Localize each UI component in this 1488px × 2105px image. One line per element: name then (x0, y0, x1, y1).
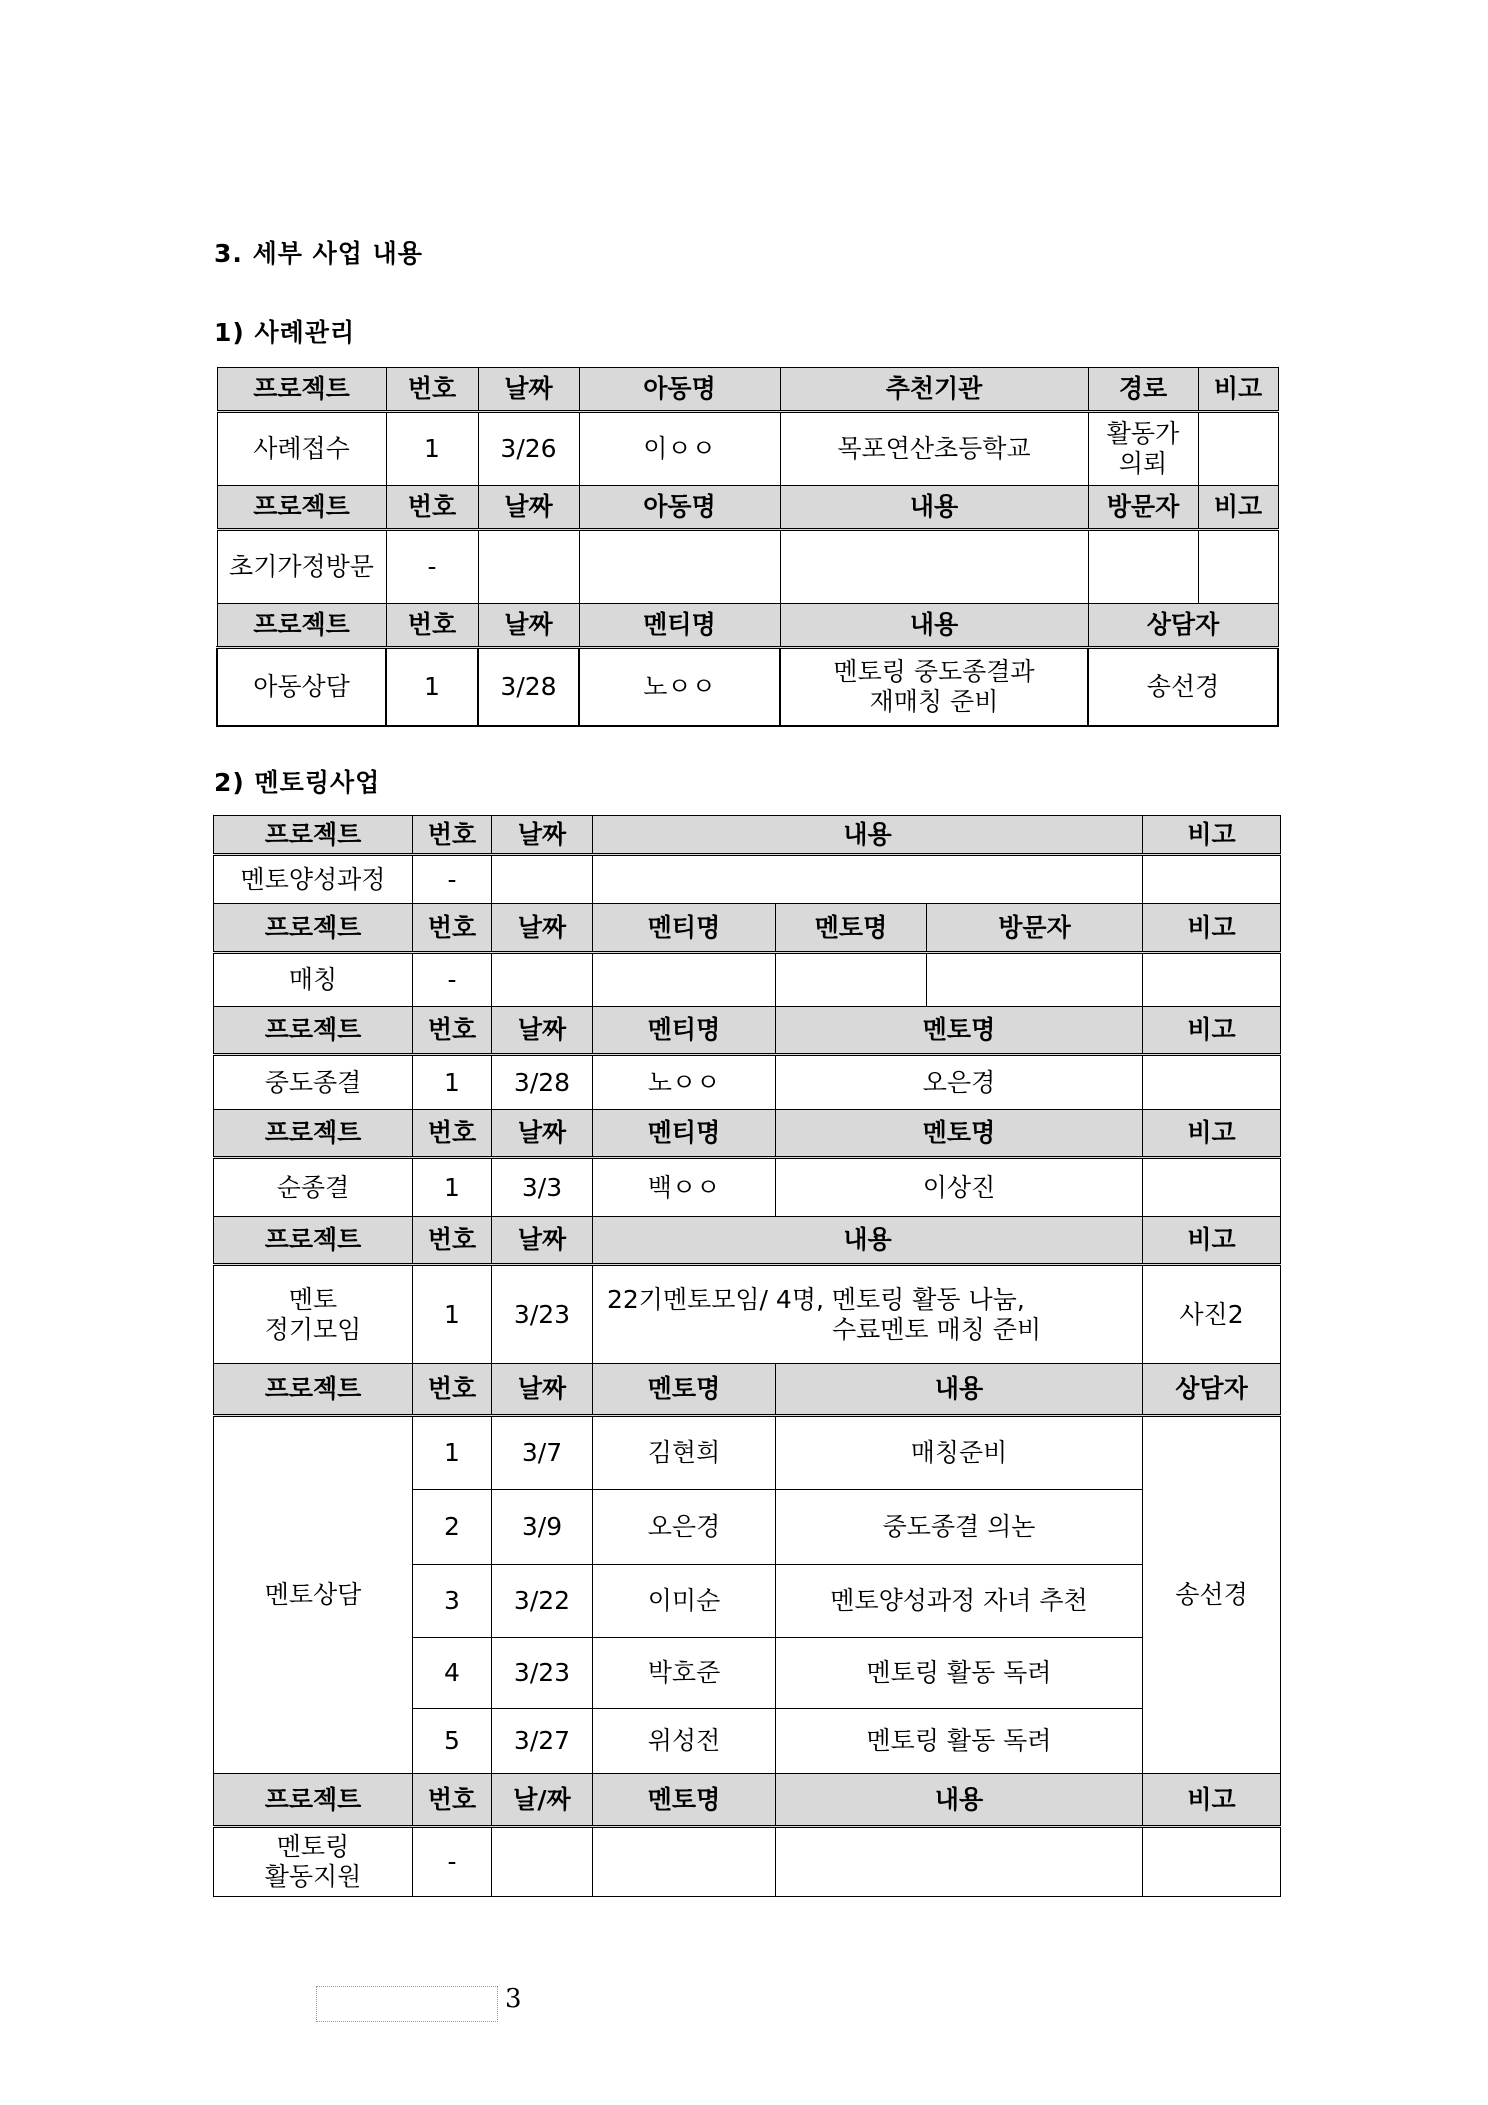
date-cell (478, 530, 579, 604)
date-cell: 3/22 (492, 1565, 593, 1638)
header-cell: 프로젝트 (217, 604, 386, 648)
project-cell: 멘토링 활동지원 (214, 1827, 413, 1897)
header-cell: 프로젝트 (214, 904, 413, 953)
header-cell: 번호 (413, 1364, 492, 1416)
header-cell: 프로젝트 (214, 1774, 413, 1827)
header-cell: 방문자 (927, 904, 1143, 953)
note-cell (1143, 855, 1281, 904)
table-header-row (214, 1007, 1281, 1055)
header-cell: 날짜 (492, 1217, 593, 1265)
project-cell: 초기가정방문 (217, 530, 386, 604)
mentor-name-cell: 위성전 (593, 1709, 776, 1774)
table-header-row (217, 604, 1278, 648)
header-cell: 번호 (386, 604, 478, 648)
header-cell: 번호 (413, 904, 492, 953)
mentoring-table (213, 815, 1281, 1897)
header-cell: 프로젝트 (214, 816, 413, 855)
header-cell: 멘티명 (593, 1110, 776, 1158)
mentor-name-cell: 오은경 (593, 1490, 776, 1565)
subsection-title-mentoring: 2) 멘토링사업 (214, 768, 381, 797)
header-cell: 날짜 (478, 486, 579, 530)
date-cell: 3/23 (492, 1638, 593, 1709)
header-cell: 내용 (780, 486, 1088, 530)
child-name-cell: 이ㅇㅇ (579, 412, 780, 486)
header-cell: 프로젝트 (217, 368, 386, 412)
mentee-name-cell: 노ㅇㅇ (579, 648, 780, 726)
header-cell: 멘토명 (776, 1110, 1143, 1158)
date-cell: 3/26 (478, 412, 579, 486)
note-cell (1143, 953, 1281, 1007)
header-cell: 날짜 (492, 1007, 593, 1055)
number-cell: 1 (413, 1158, 492, 1217)
header-cell: 프로젝트 (214, 1217, 413, 1265)
mentor-name-cell: 박호준 (593, 1638, 776, 1709)
note-cell (1198, 530, 1278, 604)
header-cell: 경로 (1088, 368, 1198, 412)
table-row (214, 1265, 1281, 1364)
visitor-cell (927, 953, 1143, 1007)
project-cell: 멘토양성과정 (214, 855, 413, 904)
header-cell: 번호 (386, 368, 478, 412)
header-cell: 번호 (413, 1110, 492, 1158)
date-cell (492, 953, 593, 1007)
referral-org-cell: 목포연산초등학교 (780, 412, 1088, 486)
content-cell: 매칭준비 (776, 1416, 1143, 1490)
table-row (214, 1827, 1281, 1897)
project-cell: 아동상담 (217, 648, 386, 726)
project-cell: 중도종결 (214, 1055, 413, 1110)
header-cell: 비고 (1143, 1110, 1281, 1158)
content-cell (593, 855, 1143, 904)
section-title: 3. 세부 사업 내용 (214, 239, 423, 268)
child-name-cell (579, 530, 780, 604)
header-cell: 날짜 (492, 1110, 593, 1158)
table-header-row (214, 1217, 1281, 1265)
header-cell: 번호 (386, 486, 478, 530)
table-header-row (214, 1364, 1281, 1416)
note-cell (1198, 412, 1278, 486)
project-cell: 멘토 정기모임 (214, 1265, 413, 1364)
header-cell: 날짜 (478, 604, 579, 648)
counselor-cell: 송선경 (1143, 1416, 1281, 1774)
header-cell: 추천기관 (780, 368, 1088, 412)
content-cell: 중도종결 의논 (776, 1490, 1143, 1565)
header-cell: 비고 (1198, 368, 1278, 412)
date-cell: 3/7 (492, 1416, 593, 1490)
header-cell: 날/짜 (492, 1774, 593, 1827)
header-cell: 프로젝트 (217, 486, 386, 530)
content-line: 22기멘토모임/ 4명, 멘토링 활동 나눔, (607, 1284, 1025, 1314)
number-cell: - (413, 1827, 492, 1897)
header-cell: 멘티명 (593, 904, 776, 953)
table-header-row (214, 816, 1281, 855)
header-cell: 멘토명 (593, 1774, 776, 1827)
header-cell: 상담자 (1143, 1364, 1281, 1416)
mentor-name-cell: 이상진 (776, 1158, 1143, 1217)
header-cell: 내용 (593, 1217, 1143, 1265)
route-cell: 활동가 의뢰 (1088, 412, 1198, 486)
header-cell: 날짜 (492, 904, 593, 953)
header-cell: 멘토명 (593, 1364, 776, 1416)
table-header-row (217, 486, 1278, 530)
header-cell: 방문자 (1088, 486, 1198, 530)
content-cell: 멘토링 활동 독려 (776, 1638, 1143, 1709)
header-cell: 번호 (413, 816, 492, 855)
mentor-name-cell: 오은경 (776, 1055, 1143, 1110)
header-cell: 프로젝트 (214, 1007, 413, 1055)
header-cell: 비고 (1143, 1217, 1281, 1265)
mentee-name-cell: 백ㅇㅇ (593, 1158, 776, 1217)
date-cell: 3/27 (492, 1709, 593, 1774)
mentee-name-cell: 노ㅇㅇ (593, 1055, 776, 1110)
header-cell: 날짜 (492, 1364, 593, 1416)
date-cell: 3/28 (492, 1055, 593, 1110)
number-cell: - (413, 855, 492, 904)
header-cell: 날짜 (492, 816, 593, 855)
table-header-row (214, 904, 1281, 953)
date-cell: 3/9 (492, 1490, 593, 1565)
content-cell: 멘토양성과정 자녀 추천 (776, 1565, 1143, 1638)
content-cell: 멘토링 활동 독려 (776, 1709, 1143, 1774)
table-row (214, 855, 1281, 904)
table-row (217, 648, 1278, 726)
header-cell: 내용 (776, 1774, 1143, 1827)
table-header-row (214, 1110, 1281, 1158)
header-cell: 멘토명 (776, 904, 927, 953)
date-cell (492, 855, 593, 904)
number-cell: 2 (413, 1490, 492, 1565)
footer-box (316, 1986, 498, 2022)
subsection-title-case-management: 1) 사례관리 (214, 318, 356, 347)
header-cell: 비고 (1143, 1774, 1281, 1827)
note-cell (1143, 1158, 1281, 1217)
mentor-name-cell: 이미순 (593, 1565, 776, 1638)
number-cell: 1 (386, 412, 478, 486)
table-row (214, 1416, 1281, 1490)
table-row (217, 412, 1278, 486)
number-cell: 5 (413, 1709, 492, 1774)
number-cell: 1 (413, 1416, 492, 1490)
number-cell: 3 (413, 1565, 492, 1638)
mentor-name-cell (593, 1827, 776, 1897)
page-number: 3 (505, 1984, 522, 2014)
header-cell: 프로젝트 (214, 1364, 413, 1416)
header-cell: 번호 (413, 1217, 492, 1265)
header-cell: 멘티명 (579, 604, 780, 648)
project-cell: 순종결 (214, 1158, 413, 1217)
header-cell: 상담자 (1088, 604, 1278, 648)
number-cell: - (386, 530, 478, 604)
date-cell: 3/3 (492, 1158, 593, 1217)
number-cell: - (413, 953, 492, 1007)
content-line: 수료멘토 매칭 준비 (832, 1314, 1042, 1344)
visitor-cell (1088, 530, 1198, 604)
date-cell: 3/28 (478, 648, 579, 726)
note-cell: 사진2 (1143, 1265, 1281, 1364)
table-row (214, 1158, 1281, 1217)
header-cell: 비고 (1143, 816, 1281, 855)
content-cell (776, 1827, 1143, 1897)
content-cell: 멘토링 중도종결과 재매칭 준비 (780, 648, 1088, 726)
case-management-table (216, 367, 1279, 727)
content-cell (780, 530, 1088, 604)
table-header-row (214, 1774, 1281, 1827)
header-cell: 아동명 (579, 368, 780, 412)
table-header-row (217, 368, 1278, 412)
date-cell: 3/23 (492, 1265, 593, 1364)
date-cell (492, 1827, 593, 1897)
number-cell: 1 (386, 648, 478, 726)
header-cell: 번호 (413, 1774, 492, 1827)
header-cell: 비고 (1198, 486, 1278, 530)
number-cell: 1 (413, 1265, 492, 1364)
project-cell: 멘토상담 (214, 1416, 413, 1774)
header-cell: 멘티명 (593, 1007, 776, 1055)
number-cell: 4 (413, 1638, 492, 1709)
header-cell: 아동명 (579, 486, 780, 530)
table-row (214, 953, 1281, 1007)
table-row (217, 530, 1278, 604)
content-cell (593, 1265, 1143, 1364)
header-cell: 날짜 (478, 368, 579, 412)
header-cell: 내용 (776, 1364, 1143, 1416)
note-cell (1143, 1055, 1281, 1110)
header-cell: 내용 (780, 604, 1088, 648)
header-cell: 프로젝트 (214, 1110, 413, 1158)
table-row (214, 1055, 1281, 1110)
header-cell: 멘토명 (776, 1007, 1143, 1055)
mentor-name-cell: 김현희 (593, 1416, 776, 1490)
header-cell: 내용 (593, 816, 1143, 855)
header-cell: 비고 (1143, 904, 1281, 953)
project-cell: 사례접수 (217, 412, 386, 486)
header-cell: 비고 (1143, 1007, 1281, 1055)
number-cell: 1 (413, 1055, 492, 1110)
project-cell: 매칭 (214, 953, 413, 1007)
note-cell (1143, 1827, 1281, 1897)
header-cell: 번호 (413, 1007, 492, 1055)
mentee-name-cell (593, 953, 776, 1007)
mentor-name-cell (776, 953, 927, 1007)
counselor-cell: 송선경 (1088, 648, 1278, 726)
